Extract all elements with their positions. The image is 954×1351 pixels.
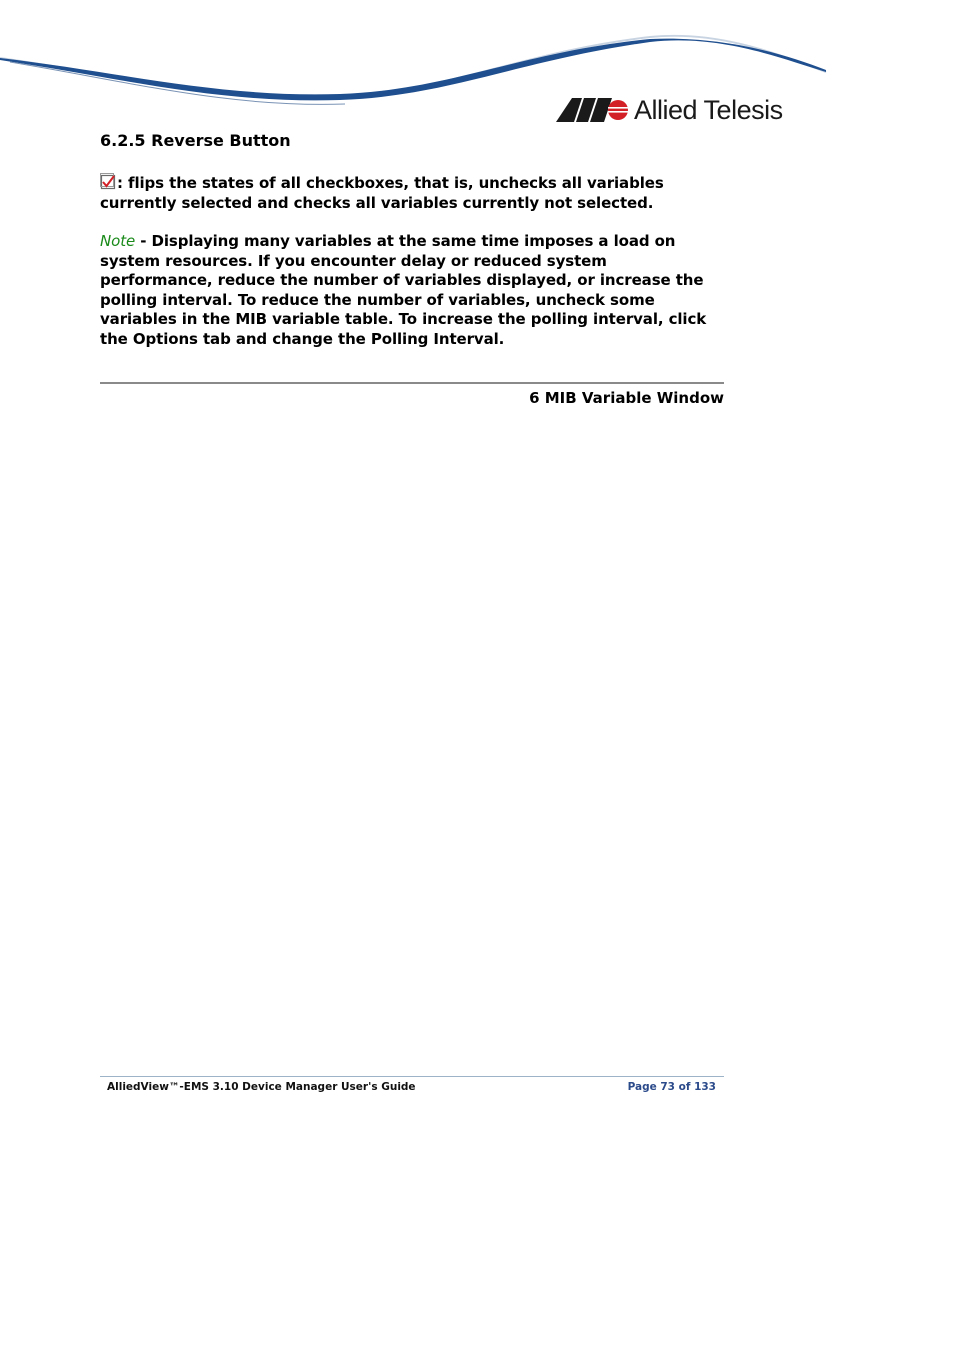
chapter-divider [100, 382, 724, 384]
header-swoosh [0, 0, 954, 140]
reverse-description-text: : flips the states of all checkboxes, that is, unchecks all variables currently selected and checks all variables currently not selected. [100, 174, 664, 212]
allied-telesis-logo [556, 92, 783, 128]
note-label: Note [100, 232, 136, 250]
note-text: - Displaying many variables at the same time imposes a load on system resources. If you encounter delay or reduced system performance, reduce the number of variables displayed, or increase the polling interval. To reduce the number of variables, uncheck some variables in the MIB variable table. To increase the polling interval, click the Options tab and change the Polling Interval. [100, 232, 707, 348]
allied-telesis-logo-mark-icon [556, 98, 628, 122]
footer-divider [100, 1076, 724, 1077]
footer-guide-title: AlliedView™-EMS 3.10 Device Manager User's Guide [107, 1081, 416, 1093]
reverse-description [100, 173, 724, 213]
main-content [100, 131, 724, 368]
chapter-title: 6 MIB Variable Window [529, 389, 724, 407]
section-title: 6.2.5 Reverse Button [100, 131, 291, 150]
reverse-checkbox-icon [100, 173, 117, 190]
note-paragraph [100, 232, 724, 349]
footer-page-number: Page 73 of 133 [627, 1081, 716, 1093]
logo-text: Allied Telesis [634, 94, 783, 125]
